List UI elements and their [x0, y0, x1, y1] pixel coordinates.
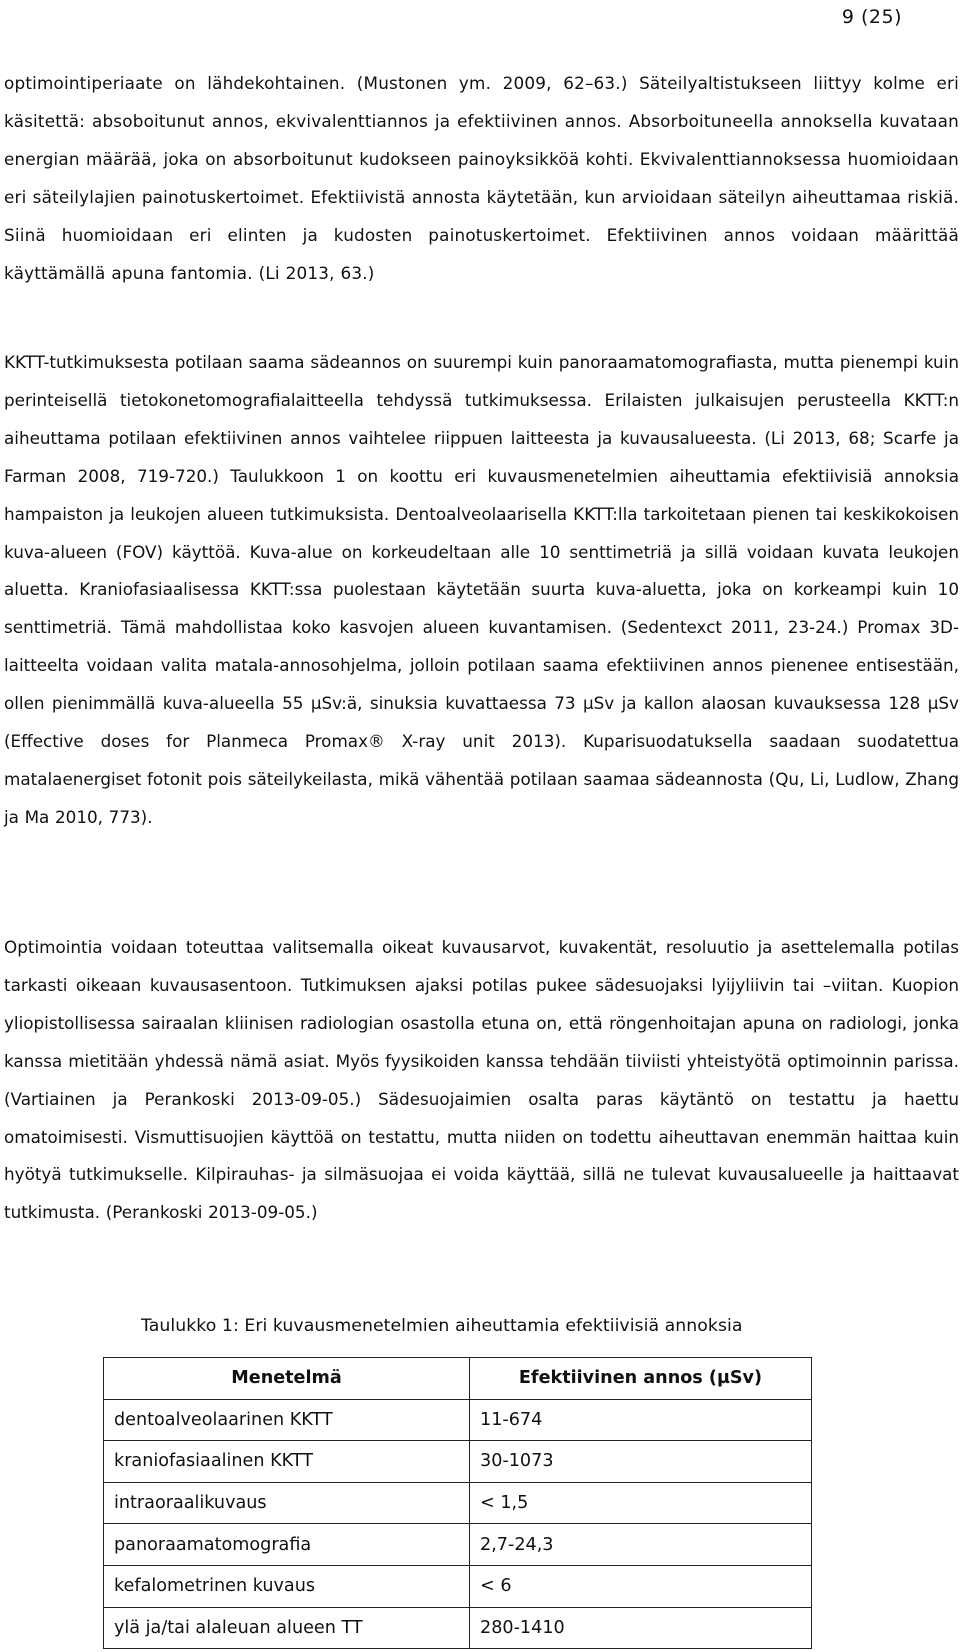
table-row	[104, 1482, 812, 1524]
effective-dose-table	[103, 1357, 812, 1649]
table-cell-method: intraoraalikuvaus	[104, 1482, 470, 1524]
table-cell-dose: 11-674	[470, 1399, 812, 1441]
table-cell-dose: 2,7-24,3	[470, 1524, 812, 1566]
table-cell-dose: 30-1073	[470, 1441, 812, 1483]
paragraph-cbct-dose: KKTT-tutkimuksesta potilaan saama sädeannos on suurempi kuin panoraamatomografiasta, mutta pienempi kuin perinteisellä tietokonetomografialaitteella tehdyssä tutkimuksessa. Erilaisten julkaisujen perusteella KKTT:n aiheuttama potilaan efektiivinen annos vaihtelee riippuen laitteesta ja kuvausalueesta. (Li 2013, 68; Scarfe ja Farman 2008, 719-720.) Taulukkoon 1 on koottu eri kuvausmenetelmien aiheuttamia efektiivisiä annoksia hampaiston ja leukojen alueen tutkimuksista. Dentoalveolaarisella KKTT:lla tarkoitetaan pienen tai keskikokoisen kuva-alueen (FOV) käyttöä. Kuva-alue on korkeudeltaan alle 10 senttimetriä ja sillä voidaan kuvata leukojen aluetta. Kraniofasiaalisessa KKTT:ssa puolestaan käytetään suurta kuva-aluetta, joka on korkeampi kuin 10 senttimetriä. Tämä mahdollistaa koko kasvojen alueen kuvantamisen. (Sedentexct 2011, 23-24.) Promax 3D-laitteelta voidaan valita matala-annosohjelma, jolloin potilaan saama efektiivinen annos pienenee entisestään, ollen pienimmällä kuva-alueella 55 µSv:ä, sinuksia kuvattaessa 73 µSv ja kallon alaosan kuvauksessa 128 µSv (Effective doses for Planmeca Promax® X-ray unit 2013). Kuparisuodatuksella saadaan suodatettua matalaenergiset fotonit pois säteilykeilasta, mikä vähentää potilaan saamaa sädeannosta (Qu, Li, Ludlow, Zhang ja Ma 2010, 773).	[4, 352, 959, 827]
page-number: 9 (25)	[841, 6, 902, 28]
table-row	[104, 1399, 812, 1441]
table-caption: Taulukko 1: Eri kuvausmenetelmien aiheuttamia efektiivisiä annoksia	[141, 1316, 743, 1336]
table-cell-method: kefalometrinen kuvaus	[104, 1565, 470, 1607]
table-cell-method: kraniofasiaalinen KKTT	[104, 1441, 470, 1483]
table-cell-dose: < 6	[470, 1565, 812, 1607]
column-header-method: Menetelmä	[104, 1358, 470, 1400]
column-header-effective-dose: Efektiivinen annos (µSv)	[470, 1358, 812, 1400]
table-cell-dose: < 1,5	[470, 1482, 812, 1524]
table-header-row	[104, 1358, 812, 1400]
table-cell-method: dentoalveolaarinen KKTT	[104, 1399, 470, 1441]
table-row	[104, 1607, 812, 1649]
table-cell-method: panoraamatomografia	[104, 1524, 470, 1566]
paragraph-radiation-dose-concepts: optimointiperiaate on lähdekohtainen. (Mustonen ym. 2009, 62–63.) Säteilyaltistukseen liittyy kolme eri käsitettä: absoboitunut annos, ekvivalenttiannos ja efektiivinen annos. Absorboituneella annoksella kuvataan energian määrää, joka on absorboitunut kudokseen painoyksikköä kohti. Ekvivalenttiannoksessa huomioidaan eri säteilylajien painotuskertoimet. Efektiivistä annosta käytetään, kun arvioidaan säteilyn aiheuttamaa riskiä. Siinä huomioidaan eri elinten ja kudosten painotuskertoimet. Efektiivinen annos voidaan määrittää käyttämällä apuna fantomia. (Li 2013, 63.)	[4, 73, 959, 283]
table-row	[104, 1524, 812, 1566]
table-cell-method: ylä ja/tai alaleuan alueen TT	[104, 1607, 470, 1649]
table-cell-dose: 280-1410	[470, 1607, 812, 1649]
table-row	[104, 1565, 812, 1607]
paragraph-optimization: Optimointia voidaan toteuttaa valitsemalla oikeat kuvausarvot, kuvakentät, resoluutio ja asettelemalla potilas tarkasti oikeaan kuvausasentoon. Tutkimuksen ajaksi potilas pukee sädesuojaksi lyijyliivin tai –viitan. Kuopion yliopistollisessa sairaalan kliinisen radiologian osastolla etuna on, että röngenhoitajan apuna on radiologi, jonka kanssa mietitään yhdessä nämä asiat. Myös fyysikoiden kanssa tehdään tiiviisti yhteistyötä optimoinnin parissa. (Vartiainen ja Perankoski 2013-09-05.) Sädesuojaimien osalta paras käytäntö on testattu ja haettu omatoimisesti. Vismuttisuojien käyttöä on testattu, mutta niiden on todettu aiheuttavan enemmän haittaa kuin hyötyä tutkimukselle. Kilpirauhas- ja silmäsuojaa ei voida käyttää, sillä ne tulevat kuvausalueelle ja haittaavat tutkimusta. (Perankoski 2013-09-05.)	[4, 937, 959, 1223]
table-row	[104, 1441, 812, 1483]
